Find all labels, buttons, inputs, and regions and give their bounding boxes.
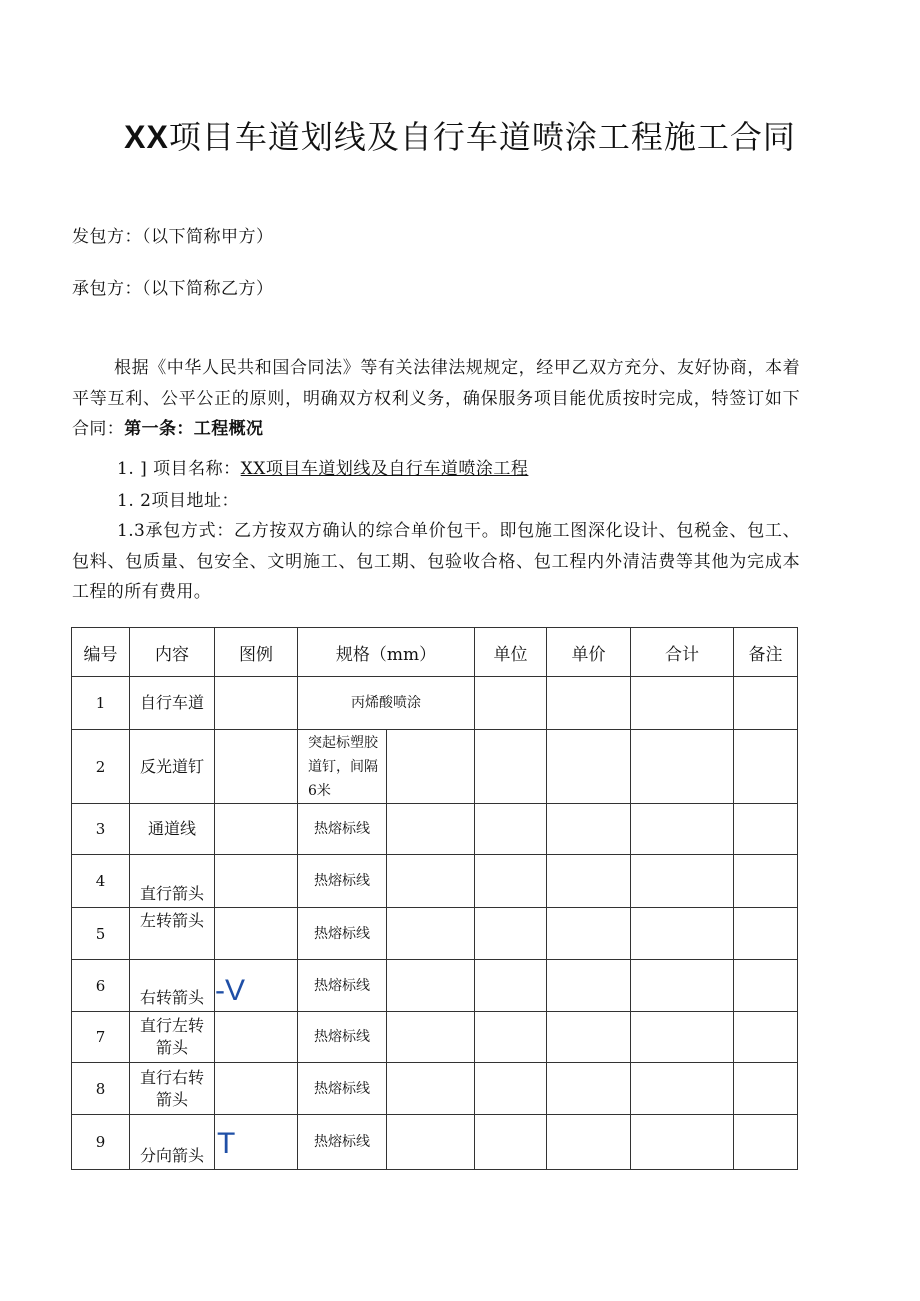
row-legend [215, 855, 298, 908]
row-spec: 热熔标线 [298, 960, 387, 1012]
row-content [130, 908, 215, 960]
row-spec: 热熔标线 [298, 908, 387, 960]
row-spec-extra [387, 1012, 475, 1063]
table-row [72, 1063, 798, 1115]
row-spec: 丙烯酸喷涂 [298, 677, 475, 730]
row-unit [475, 677, 547, 730]
row-content-text: 分向箭头 [139, 1146, 204, 1165]
row-total [631, 677, 734, 730]
row-total [631, 960, 734, 1012]
header-content: 内容 [130, 628, 215, 677]
row-content: 直行左转箭头 [130, 1012, 215, 1063]
row-remark [734, 960, 798, 1012]
item-1-2: 1. 2项目地址： [117, 491, 239, 511]
row-unit-price [547, 855, 631, 908]
header-spec: 规格（mm） [298, 628, 475, 677]
header-no: 编号 [72, 628, 130, 677]
row-unit [475, 1063, 547, 1115]
row-unit-price [547, 1012, 631, 1063]
row-unit [475, 804, 547, 855]
row-total [631, 804, 734, 855]
header-unit: 单位 [475, 628, 547, 677]
article-1-heading: 第一条：工程概况 [124, 419, 264, 439]
table-row [72, 960, 798, 1012]
row-content [130, 960, 215, 1012]
row-unit [475, 855, 547, 908]
price-table [71, 627, 798, 1170]
table-row [72, 677, 798, 730]
right-turn-arrow-symbol: -V [215, 974, 245, 1007]
row-content: 反光道钉 [130, 730, 215, 804]
row-unit [475, 1012, 547, 1063]
row-remark [734, 730, 798, 804]
party-a-line: 发包方：（以下简称甲方） [72, 227, 274, 247]
row-no: 5 [72, 908, 130, 960]
row-spec-extra [387, 730, 475, 804]
row-remark [734, 1063, 798, 1115]
table-row [72, 1115, 798, 1170]
row-no: 3 [72, 804, 130, 855]
row-no: 4 [72, 855, 130, 908]
row-spec: 热熔标线 [298, 1012, 387, 1063]
row-unit-price [547, 677, 631, 730]
intro-text: 根据《中华人民共和国合同法》等有关法律法规规定，经甲乙双方充分、友好协商，本着平等互利、公平公正的原则，明确双方权利义务，确保服务项目能优质按时完成，特签订如下合同： [72, 358, 800, 439]
header-legend: 图例 [215, 628, 298, 677]
table-row [72, 730, 798, 804]
row-remark [734, 1012, 798, 1063]
item-1-1-value: XX项目车道划线及自行车道喷涂工程 [240, 459, 529, 479]
title-text: 项目车道划线及自行车道喷涂工程施工合同 [168, 118, 796, 156]
row-spec: 突起标塑胶道钉，间隔6米 [298, 730, 387, 804]
row-no: 8 [72, 1063, 130, 1115]
row-legend [215, 908, 298, 960]
table-row [72, 855, 798, 908]
row-no: 6 [72, 960, 130, 1012]
header-unit-price: 单价 [547, 628, 631, 677]
row-remark [734, 855, 798, 908]
row-legend [215, 1063, 298, 1115]
row-legend [215, 730, 298, 804]
row-spec: 热熔标线 [298, 855, 387, 908]
row-spec: 热熔标线 [298, 1063, 387, 1115]
row-remark [734, 908, 798, 960]
table-row [72, 1012, 798, 1063]
row-total [631, 855, 734, 908]
row-unit-price [547, 960, 631, 1012]
row-remark [734, 1115, 798, 1170]
row-legend [215, 1012, 298, 1063]
intro-paragraph [72, 353, 800, 445]
item-1-1-label: 1. ] 项目名称： [117, 459, 241, 479]
table-row [72, 908, 798, 960]
row-spec-extra [387, 855, 475, 908]
row-no: 7 [72, 1012, 130, 1063]
row-content: 直行右转箭头 [130, 1063, 215, 1115]
party-b-line: 承包方：（以下简称乙方） [72, 279, 274, 299]
row-content-text: 直行箭头 [139, 884, 204, 903]
item-1-1 [117, 454, 528, 479]
row-content [130, 855, 215, 908]
row-unit [475, 730, 547, 804]
row-spec-extra [387, 1115, 475, 1170]
row-total [631, 730, 734, 804]
row-content [130, 1115, 215, 1170]
row-spec-extra [387, 908, 475, 960]
row-spec: 热熔标线 [298, 804, 387, 855]
header-remark: 备注 [734, 628, 798, 677]
contract-title [0, 112, 890, 158]
row-legend [215, 804, 298, 855]
row-content-text: 右转箭头 [139, 988, 204, 1007]
row-legend [215, 1115, 298, 1170]
row-total [631, 1115, 734, 1170]
row-no: 9 [72, 1115, 130, 1170]
row-spec: 热熔标线 [298, 1115, 387, 1170]
row-unit-price [547, 1115, 631, 1170]
row-content-text: 左转箭头 [139, 911, 204, 930]
row-remark [734, 804, 798, 855]
row-legend [215, 960, 298, 1012]
row-spec-extra [387, 1063, 475, 1115]
row-content: 自行车道 [130, 677, 215, 730]
row-unit [475, 960, 547, 1012]
row-no: 1 [72, 677, 130, 730]
row-total [631, 1012, 734, 1063]
row-spec-extra [387, 804, 475, 855]
row-unit-price [547, 1063, 631, 1115]
row-total [631, 1063, 734, 1115]
row-unit [475, 908, 547, 960]
row-content: 通道线 [130, 804, 215, 855]
item-1-3: 1.3承包方式：乙方按双方确认的综合单价包干。即包施工图深化设计、包税金、包工、包料、包质量、包安全、文明施工、包工期、包验收合格、包工程内外清洁费等其他为完成本工程的所有费用。 [72, 521, 800, 602]
row-spec-extra [387, 960, 475, 1012]
row-unit-price [547, 730, 631, 804]
row-unit-price [547, 908, 631, 960]
split-arrow-symbol: T [217, 1127, 236, 1160]
table-row [72, 804, 798, 855]
title-prefix: XX [124, 119, 169, 155]
row-unit-price [547, 804, 631, 855]
table-header-row [72, 628, 798, 677]
row-total [631, 908, 734, 960]
row-unit [475, 1115, 547, 1170]
row-legend [215, 677, 298, 730]
row-no: 2 [72, 730, 130, 804]
row-remark [734, 677, 798, 730]
header-total: 合计 [631, 628, 734, 677]
